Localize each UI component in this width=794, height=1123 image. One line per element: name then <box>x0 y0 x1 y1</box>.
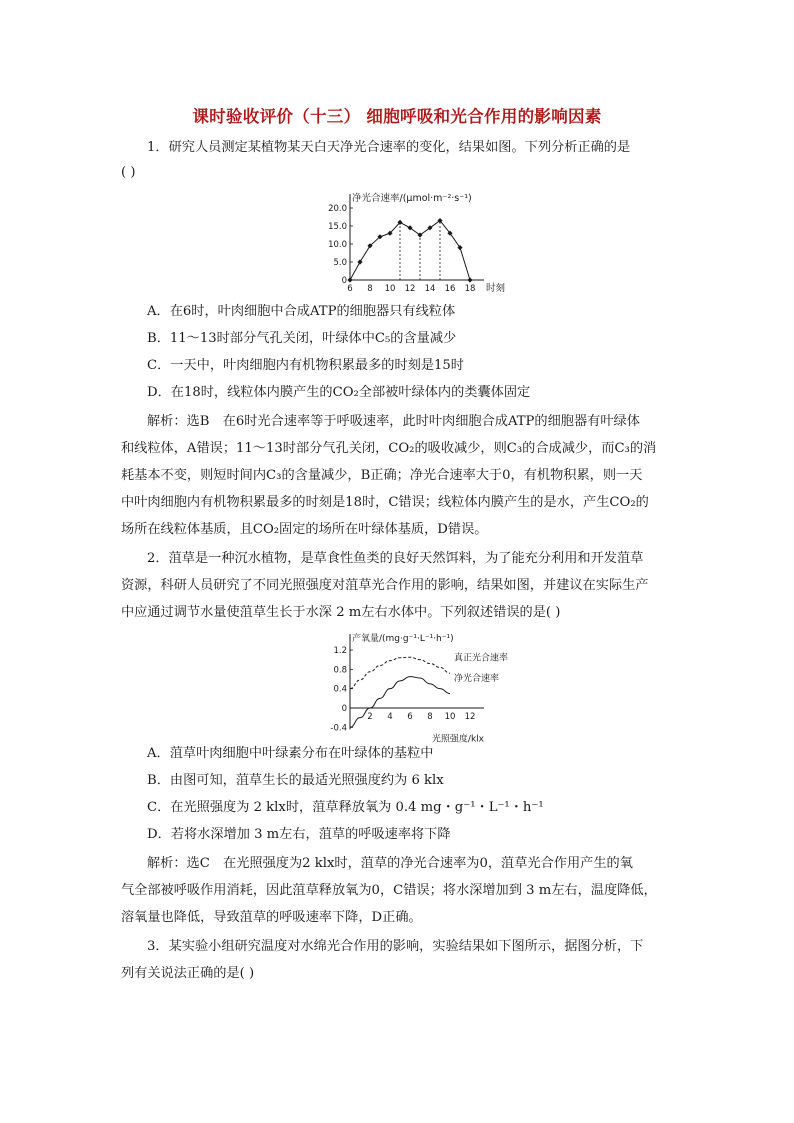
x-tick-label: 12 <box>464 712 476 722</box>
y-tick-label: 0 <box>341 704 347 714</box>
q1-option-a: A．在6时，叶肉细胞中合成ATP的细胞器只有线粒体 <box>147 304 456 319</box>
q2-analysis-line2: 气全部被呼吸作用消耗，因此菹草释放氧为0，C错误；将水深增加到 3 m左右，温度降低， <box>121 883 657 898</box>
oxygen-production-chart <box>322 628 512 745</box>
q1-analysis-line3: 耗基本不变，则短时间内C₃的含量减少，B正确；净光合速率大于0，有机物积累，则一天 <box>121 468 643 483</box>
x-tick-label: 14 <box>424 284 436 294</box>
x-axis-label: 时刻 <box>486 283 506 294</box>
net-photosynthesis-curve <box>350 677 450 728</box>
q3-stem-line1: 3．某实验小组研究温度对水绵光合作用的影响，实验结果如下图所示，据图分析，下 <box>147 939 644 954</box>
q1-analysis-line1: 解析：选B 在6时光合速率等于呼吸速率，此时叶肉细胞合成ATP的细胞器有叶绿体 <box>147 414 640 429</box>
q2-analysis-line3: 溶氧量也降低，导致菹草的呼吸速率下降，D正确。 <box>121 910 422 925</box>
data-point <box>357 259 362 264</box>
x-tick-label: 8 <box>427 712 433 722</box>
q2-option-a: A．菹草叶肉细胞中叶绿素分布在叶绿体的基粒中 <box>147 746 434 761</box>
q2-stem-line1: 2．菹草是一种沉水植物，是草食性鱼类的良好天然饵料，为了能充分利用和开发菹草 <box>147 551 644 566</box>
q2-analysis-line1: 解析：选C 在光照强度为2 klx时，菹草的净光合速率为0，菹草光合作用产生的氧 <box>147 856 633 871</box>
q1-option-c: C．一天中，叶肉细胞内有机物积累最多的时刻是15时 <box>147 358 464 373</box>
y-tick-label: 5.0 <box>333 258 347 268</box>
y-tick-label: 0 <box>341 276 347 286</box>
y-tick-label: 0.8 <box>333 665 347 676</box>
x-tick-label: 18 <box>464 284 476 294</box>
data-point <box>467 277 472 282</box>
y-axis-label: 净光合速率/(μmol·m⁻²·s⁻¹) <box>352 193 472 204</box>
q3-stem-line2: 列有关说法正确的是( ) <box>121 966 255 981</box>
x-tick-label: 2 <box>367 712 373 722</box>
net-photosynthesis-chart <box>318 188 508 296</box>
x-tick-label: 16 <box>444 284 456 294</box>
q2-option-c: C．在光照强度为 2 klx时，菹草释放氧为 0.4 mg・g⁻¹・L⁻¹・h⁻¹ <box>147 800 544 815</box>
q1-stem-line2: ( ) <box>121 165 136 180</box>
data-point <box>347 277 352 282</box>
y-tick-label: 20.0 <box>328 204 347 214</box>
net-curve-label: 净光合速率 <box>454 674 500 685</box>
x-tick-label: 8 <box>367 284 373 294</box>
x-tick-label: 10 <box>444 712 456 722</box>
gross-curve-label: 真正光合速率 <box>454 653 509 664</box>
x-tick-label: 6 <box>407 712 413 722</box>
q1-stem-line1: 1．研究人员测定某植物某天白天净光合速率的变化，结果如图。下列分析正确的是 <box>147 140 631 155</box>
q1-analysis-line5: 场所在线粒体基质，且CO₂固定的场所在叶绿体基质，D错误。 <box>121 522 488 537</box>
q2-option-d: D．若将水深增加 3 m左右，菹草的呼吸速率将下降 <box>147 827 451 842</box>
x-tick-label: 6 <box>347 284 353 294</box>
q1-option-b: B．11～13时部分气孔关闭，叶绿体中C₅的含量减少 <box>147 331 457 346</box>
q1-analysis-line4: 中叶肉细胞内有机物积累最多的时刻是18时，C错误；线粒体内膜产生的是水，产生CO₂的 <box>121 495 649 510</box>
x-axis-label: 光照强度/klx <box>431 734 484 745</box>
y-tick-label: 10.0 <box>328 240 347 250</box>
x-tick-label: 12 <box>404 284 416 294</box>
q1-option-d: D．在18时，线粒体内膜产生的CO₂全部被叶绿体内的类囊体固定 <box>147 385 531 400</box>
y-tick-label: 15.0 <box>328 222 347 232</box>
y-tick-label: 1.2 <box>333 646 347 656</box>
x-tick-label: 4 <box>387 712 393 722</box>
q2-stem-line2: 资源，科研人员研究了不同光照强度对菹草光合作用的影响，结果如图，并建议在实际生产 <box>121 578 649 593</box>
y-tick-label: 0.4 <box>333 684 347 695</box>
x-tick-label: 10 <box>384 284 396 294</box>
q1-analysis-line2: 和线粒体，A错误；11～13时部分气孔关闭，CO₂的吸收减少，则C₃的合成减少，而C₃的消 <box>121 441 657 456</box>
y-tick-label: -0.4 <box>330 723 347 734</box>
gross-photosynthesis-curve <box>350 657 450 688</box>
y-axis-label: 产氧量/(mg·g⁻¹·L⁻¹·h⁻¹) <box>352 634 454 644</box>
q2-option-b: B．由图可知，菹草生长的最适光照强度约为 6 klx <box>147 773 444 788</box>
q2-stem-line3: 中应通过调节水量使菹草生长于水深 2 m左右水体中。下列叙述错误的是( ) <box>121 605 561 620</box>
page-title: 课时验收评价（十三） 细胞呼吸和光合作用的影响因素 <box>192 107 602 126</box>
